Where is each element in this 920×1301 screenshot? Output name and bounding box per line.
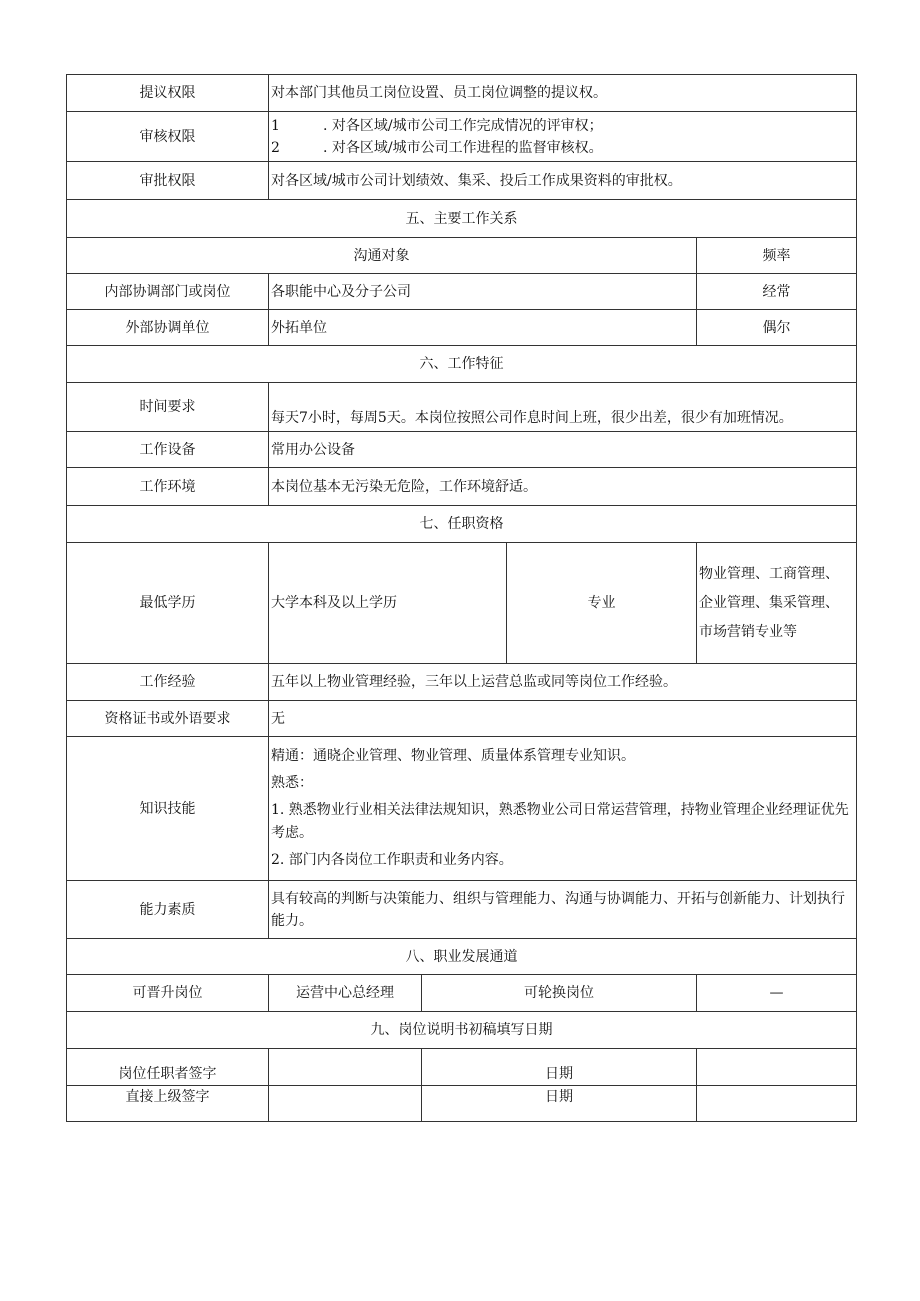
relations-row-object: 外拓单位 <box>269 310 697 346</box>
knowledge-item: 1. 熟悉物业行业相关法律法规知识，熟悉物业公司日常运营管理，持物业管理企业经理证优先考虑。 <box>271 802 849 841</box>
equipment-label: 工作设备 <box>67 432 269 468</box>
holder-date-field[interactable] <box>697 1049 857 1086</box>
review-authority-item <box>271 115 854 137</box>
relations-row-object: 各职能中心及分子公司 <box>269 274 697 310</box>
rotate-label: 可轮换岗位 <box>422 975 697 1012</box>
supervisor-date-label: 日期 <box>422 1086 697 1122</box>
major-line: 物业管理、工商管理、 <box>699 565 839 582</box>
propose-authority-text: 对本部门其他员工岗位设置、员工岗位调整的提议权。 <box>269 75 857 112</box>
career-row <box>67 975 857 1012</box>
relations-row-frequency: 经常 <box>697 274 857 310</box>
relations-row-label: 内部协调部门或岗位 <box>67 274 269 310</box>
knowledge-row <box>67 737 857 881</box>
section-title-features: 六、工作特征 <box>67 346 857 383</box>
certificate-text: 无 <box>269 701 857 737</box>
propose-authority-label: 提议权限 <box>67 75 269 112</box>
knowledge-label: 知识技能 <box>67 737 269 881</box>
time-requirement-row <box>67 383 857 432</box>
equipment-text: 常用办公设备 <box>269 432 857 468</box>
knowledge-familiar: 熟悉： <box>271 775 313 791</box>
section-title-signoff: 九、岗位说明书初稿填写日期 <box>67 1012 857 1049</box>
environment-text: 本岗位基本无污染无危险，工作环境舒适。 <box>269 468 857 506</box>
promote-value: 运营中心总经理 <box>269 975 422 1012</box>
time-requirement-label: 时间要求 <box>67 383 269 432</box>
supervisor-date-field[interactable] <box>697 1086 857 1122</box>
job-description-table <box>66 74 857 1122</box>
relations-header-row <box>67 238 857 274</box>
major-line: 企业管理、集采管理、 <box>699 594 839 611</box>
knowledge-text <box>269 737 857 881</box>
review-authority-row <box>67 112 857 162</box>
environment-label: 工作环境 <box>67 468 269 506</box>
major-value <box>697 543 857 664</box>
approve-authority-text: 对各区域/城市公司计划绩效、集采、投后工作成果资料的审批权。 <box>269 162 857 200</box>
time-requirement-text: 每天7小时，每周5天。本岗位按照公司作息时间上班，很少出差，很少有加班情况。 <box>269 383 857 432</box>
holder-sign-field[interactable] <box>269 1049 422 1086</box>
section-title-relations: 五、主要工作关系 <box>67 200 857 238</box>
propose-authority-row <box>67 75 857 112</box>
holder-date-label: 日期 <box>422 1049 697 1086</box>
ability-label: 能力素质 <box>67 881 269 939</box>
experience-label: 工作经验 <box>67 664 269 701</box>
experience-row <box>67 664 857 701</box>
ability-text: 具有较高的判断与决策能力、组织与管理能力、沟通与协调能力、开拓与创新能力、计划执行能力。 <box>269 881 857 939</box>
certificate-row <box>67 701 857 737</box>
supervisor-sign-row <box>67 1086 857 1122</box>
section-title-qualifications: 七、任职资格 <box>67 506 857 543</box>
item-number: 2 <box>271 139 280 156</box>
major-label: 专业 <box>507 543 697 664</box>
item-text: . 对各区域/城市公司工作进程的监督审核权。 <box>323 139 603 156</box>
review-authority-label: 审核权限 <box>67 112 269 162</box>
major-line: 市场营销专业等 <box>699 623 797 640</box>
holder-sign-label: 岗位任职者签字 <box>67 1049 269 1086</box>
promote-label: 可晋升岗位 <box>67 975 269 1012</box>
relations-header-frequency: 频率 <box>697 238 857 274</box>
holder-sign-row <box>67 1049 857 1086</box>
relations-row-internal <box>67 274 857 310</box>
supervisor-sign-field[interactable] <box>269 1086 422 1122</box>
equipment-row <box>67 432 857 468</box>
education-row <box>67 543 857 664</box>
relations-header-object: 沟通对象 <box>67 238 697 274</box>
knowledge-item: 2. 部门内各岗位工作职责和业务内容。 <box>271 852 513 868</box>
experience-text: 五年以上物业管理经验，三年以上运营总监或同等岗位工作经验。 <box>269 664 857 701</box>
approve-authority-row <box>67 162 857 200</box>
rotate-value: — <box>697 975 857 1012</box>
section-title-career: 八、职业发展通道 <box>67 939 857 975</box>
education-value: 大学本科及以上学历 <box>269 543 507 664</box>
ability-row <box>67 881 857 939</box>
review-authority-item <box>271 137 854 159</box>
environment-row <box>67 468 857 506</box>
knowledge-proficient: 精通：通晓企业管理、物业管理、质量体系管理专业知识。 <box>271 748 635 764</box>
approve-authority-label: 审批权限 <box>67 162 269 200</box>
education-label: 最低学历 <box>67 543 269 664</box>
supervisor-sign-label: 直接上级签字 <box>67 1086 269 1122</box>
item-number: 1 <box>271 117 280 134</box>
relations-row-frequency: 偶尔 <box>697 310 857 346</box>
review-authority-list <box>269 112 857 162</box>
item-text: . 对各区域/城市公司工作完成情况的评审权； <box>323 117 603 134</box>
relations-row-label: 外部协调单位 <box>67 310 269 346</box>
certificate-label: 资格证书或外语要求 <box>67 701 269 737</box>
relations-row-external <box>67 310 857 346</box>
